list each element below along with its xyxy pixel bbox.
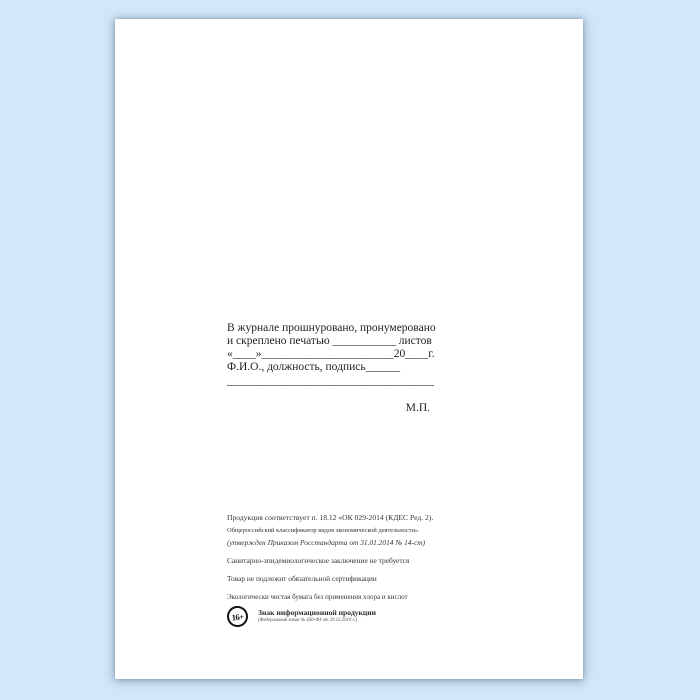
- compliance-note-line-1: Продукция соответствует п. 18.12 «ОК 029-2014 (КДЕС Ред. 2).: [227, 513, 434, 522]
- document-page: [115, 19, 583, 679]
- binding-line-2: и скреплено печатью ___________ листов: [227, 335, 432, 347]
- sanitary-note: Санитарно-эпидемиологическое заключение не требуется: [227, 556, 410, 565]
- certification-note: Товар не подлежит обязательной сертификации: [227, 574, 377, 583]
- info-sign-law: (Федеральный закон № 436-ФЗ от 29.12.2010 г.): [258, 618, 358, 623]
- binding-statement: [227, 322, 434, 415]
- binding-line-1: В журнале прошнуровано, пронумеровано: [227, 322, 436, 334]
- eco-note: Экологически чистая бумага без применения хлора и кислот: [227, 593, 408, 601]
- compliance-note-line-3: (утвержден Приказом Росстандарта от 31.01.2014 № 14-ст): [227, 538, 426, 547]
- stamp-place-label: М.П.: [405, 402, 430, 414]
- signature-blank-line: ____________________________________: [227, 375, 434, 387]
- info-product-sign: [227, 606, 527, 627]
- legal-footer: [227, 514, 527, 627]
- info-sign-texts: [258, 609, 376, 624]
- compliance-note-line-2: Общероссийский классификатор видов экономической деятельности»: [227, 527, 419, 534]
- binding-line-4: Ф.И.О., должность, подпись______: [227, 361, 401, 373]
- info-sign-title: Знак информационной продукции: [258, 608, 376, 617]
- age-rating-16plus-icon: 16+: [226, 605, 249, 628]
- binding-line-3: «____»_______________________20____г.: [227, 348, 435, 360]
